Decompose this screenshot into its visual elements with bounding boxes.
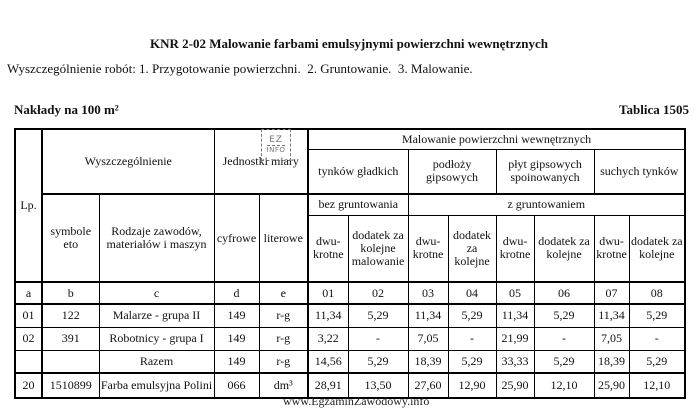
header-cyfrowe: cyfrowe xyxy=(214,194,259,282)
header-subcol-08: dodatek za kolejne xyxy=(629,215,685,282)
col-code-c: c xyxy=(99,282,214,304)
cell-name: Razem xyxy=(99,350,214,373)
header-bez-gruntowania: bez gruntowania xyxy=(308,194,408,215)
info-watermark-text: INFO xyxy=(266,146,286,154)
cell-value-03: 18,39 xyxy=(408,350,448,373)
ez-watermark-text: EZ xyxy=(269,135,283,145)
cell-value-02: 5,29 xyxy=(348,304,408,327)
cell-value-07: 25,90 xyxy=(594,373,629,398)
cell-value-04: 5,29 xyxy=(448,304,496,327)
table-row xyxy=(15,327,685,350)
col-code-03: 03 xyxy=(408,282,448,304)
header-subcol-01: dwu-krotne xyxy=(308,215,348,282)
cell-literowe: r-g xyxy=(259,350,308,373)
cell-literowe: r-g xyxy=(259,304,308,327)
header-group-podloza-gipsowe: podłoży gipsowych xyxy=(408,149,496,194)
table-row-razem xyxy=(15,350,685,373)
cell-value-04: 5,29 xyxy=(448,350,496,373)
cell-value-06: - xyxy=(534,327,594,350)
cell-value-06: 5,29 xyxy=(534,304,594,327)
column-code-row xyxy=(15,282,685,304)
cell-lp: 01 xyxy=(15,304,42,327)
header-group-plyty-gipsowe: płyt gipsowych spoinowanych xyxy=(496,149,594,194)
header-row-priming xyxy=(15,194,685,215)
col-code-01: 01 xyxy=(308,282,348,304)
cell-value-07: 18,39 xyxy=(594,350,629,373)
cell-cyfrowe: 066 xyxy=(214,373,259,398)
watermark-url: www.EgzaminZawodowy.info xyxy=(283,394,430,408)
cell-value-08: 5,29 xyxy=(629,304,685,327)
cell-value-08: 5,29 xyxy=(629,350,685,373)
header-literowe: literowe xyxy=(259,194,308,282)
header-subcol-02: dodatek za kolejne malowanie xyxy=(348,215,408,282)
header-malowanie: Malowanie powierzchni wewnętrznych xyxy=(308,129,685,149)
header-wyszczegolnienie: Wyszczególnienie xyxy=(42,129,214,194)
header-subcol-05: dwu-krotne xyxy=(496,215,534,282)
col-code-07: 07 xyxy=(594,282,629,304)
header-subcol-04: dodatek za kolejne xyxy=(448,215,496,282)
cell-value-03: 7,05 xyxy=(408,327,448,350)
header-subcol-03: dwu-krotne xyxy=(408,215,448,282)
col-code-a: a xyxy=(15,282,42,304)
cell-literowe: dm³ xyxy=(259,373,308,398)
header-symbole-eto: symbole eto xyxy=(42,194,99,282)
cell-value-01: 11,34 xyxy=(308,304,348,327)
cell-value-07: 11,34 xyxy=(594,304,629,327)
cell-cyfrowe: 149 xyxy=(214,327,259,350)
col-code-05: 05 xyxy=(496,282,534,304)
ez-info-watermark xyxy=(261,129,291,161)
cell-symbol: 1510899 xyxy=(42,373,99,398)
header-jednostki-miary: Jednostki miary xyxy=(214,129,308,194)
cell-value-07: 7,05 xyxy=(594,327,629,350)
cell-value-01: 14,56 xyxy=(308,350,348,373)
col-code-08: 08 xyxy=(629,282,685,304)
cell-name: Robotnicy - grupa I xyxy=(99,327,214,350)
cell-literowe: r-g xyxy=(259,327,308,350)
cell-lp xyxy=(15,350,42,373)
works-specification-note: Wyszczególnienie robót: 1. Przygotowanie powierzchni. 2. Gruntowanie. 3. Malowanie. xyxy=(7,61,473,76)
col-code-b: b xyxy=(42,282,99,304)
cell-lp: 20 xyxy=(15,373,42,398)
page-title: KNR 2-02 Malowanie farbami emulsyjnymi powierzchni wewnętrznych xyxy=(150,36,548,51)
header-row-top xyxy=(15,129,685,149)
cell-value-04: - xyxy=(448,327,496,350)
col-code-04: 04 xyxy=(448,282,496,304)
cell-value-03: 11,34 xyxy=(408,304,448,327)
cell-value-01: 3,22 xyxy=(308,327,348,350)
cell-value-02: 5,29 xyxy=(348,350,408,373)
cell-value-02: - xyxy=(348,327,408,350)
cell-value-03: 27,60 xyxy=(408,373,448,398)
cell-name: Malarze - grupa II xyxy=(99,304,214,327)
cell-value-05: 11,34 xyxy=(496,304,534,327)
cell-lp: 02 xyxy=(15,327,42,350)
header-subcol-06: dodatek za kolejne xyxy=(534,215,594,282)
cell-value-06: 5,29 xyxy=(534,350,594,373)
cell-value-08: 12,10 xyxy=(629,373,685,398)
norms-table xyxy=(14,128,686,399)
cell-value-02: 13,50 xyxy=(348,373,408,398)
cell-cyfrowe: 149 xyxy=(214,350,259,373)
cell-name: Farba emulsyjna Polini xyxy=(99,373,214,398)
col-code-e: e xyxy=(259,282,308,304)
header-subcol-07: dwu-krotne xyxy=(594,215,629,282)
cell-value-08: - xyxy=(629,327,685,350)
cell-value-05: 21,99 xyxy=(496,327,534,350)
header-z-gruntowaniem: z gruntowaniem xyxy=(408,194,685,215)
col-code-d: d xyxy=(214,282,259,304)
cell-value-04: 12,90 xyxy=(448,373,496,398)
col-code-06: 06 xyxy=(534,282,594,304)
table-row xyxy=(15,304,685,327)
cell-symbol: 122 xyxy=(42,304,99,327)
cell-symbol: 391 xyxy=(42,327,99,350)
header-rodzaje: Rodzaje zawodów, materiałów i maszyn xyxy=(99,194,214,282)
table-number-label: Tablica 1505 xyxy=(619,102,689,117)
header-lp: Lp. xyxy=(15,129,42,282)
header-group-tynki-gladkie: tynków gładkich xyxy=(308,149,408,194)
cell-value-05: 25,90 xyxy=(496,373,534,398)
cell-value-06: 12,10 xyxy=(534,373,594,398)
cell-symbol xyxy=(42,350,99,373)
col-code-02: 02 xyxy=(348,282,408,304)
inputs-per-100m2-label: Nakłady na 100 m² xyxy=(14,102,119,117)
cell-cyfrowe: 149 xyxy=(214,304,259,327)
cell-value-01: 28,91 xyxy=(308,373,348,398)
cell-value-05: 33,33 xyxy=(496,350,534,373)
header-group-suche-tynki: suchych tynków xyxy=(594,149,685,194)
